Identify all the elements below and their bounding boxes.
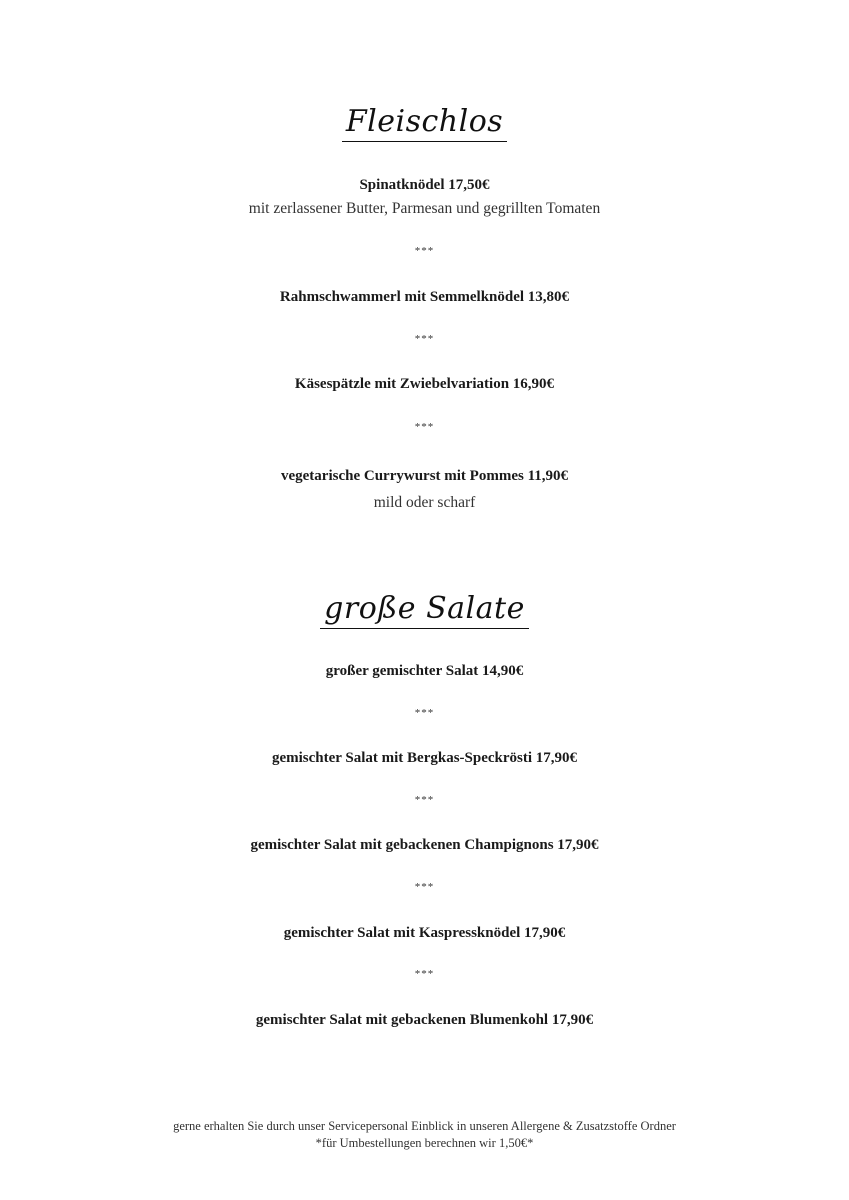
section-title-fleischlos bbox=[0, 104, 849, 142]
separator: *** bbox=[414, 707, 435, 719]
menu-item-description: mit zerlassener Butter, Parmesan und gegrillten Tomaten bbox=[248, 200, 601, 217]
menu-item-description: mild oder scharf bbox=[373, 494, 476, 511]
menu-item-grosser-gemischter-salat: großer gemischter Salat 14,90€ bbox=[325, 663, 524, 679]
menu-item-salat-bergkas-speckroesti: gemischter Salat mit Bergkas-Speckrösti 17,90€ bbox=[271, 750, 578, 766]
separator: *** bbox=[414, 968, 435, 980]
menu-item-kaesespaetzle: Käsespätzle mit Zwiebelvariation 16,90€ bbox=[294, 376, 555, 392]
surcharge-note: *für Umbestellungen berechnen wir 1,50€* bbox=[315, 1136, 534, 1150]
separator: *** bbox=[414, 881, 435, 893]
menu-item-rahmschwammerl: Rahmschwammerl mit Semmelknödel 13,80€ bbox=[279, 289, 570, 305]
separator: *** bbox=[414, 421, 435, 433]
allergen-note: gerne erhalten Sie durch unser Servicepersonal Einblick in unseren Allergene & Zusatzstoffe Ordner bbox=[173, 1119, 676, 1133]
separator: *** bbox=[414, 245, 435, 257]
menu-item-salat-kaspressknoedel: gemischter Salat mit Kaspressknödel 17,90€ bbox=[283, 925, 566, 941]
menu-item-salat-blumenkohl: gemischter Salat mit gebackenen Blumenkohl 17,90€ bbox=[255, 1012, 594, 1028]
menu-item-currywurst: vegetarische Currywurst mit Pommes 11,90€ bbox=[280, 468, 568, 484]
menu-item-salat-champignons: gemischter Salat mit gebackenen Champignons 17,90€ bbox=[250, 837, 599, 853]
separator: *** bbox=[414, 333, 435, 345]
menu-item-spinatknoedel: Spinatknödel 17,50€ bbox=[359, 177, 490, 193]
section-title-text: Fleischlos bbox=[342, 105, 507, 142]
section-title-text: große Salate bbox=[320, 592, 529, 629]
separator: *** bbox=[414, 794, 435, 806]
section-title-grosse-salate bbox=[0, 591, 849, 629]
